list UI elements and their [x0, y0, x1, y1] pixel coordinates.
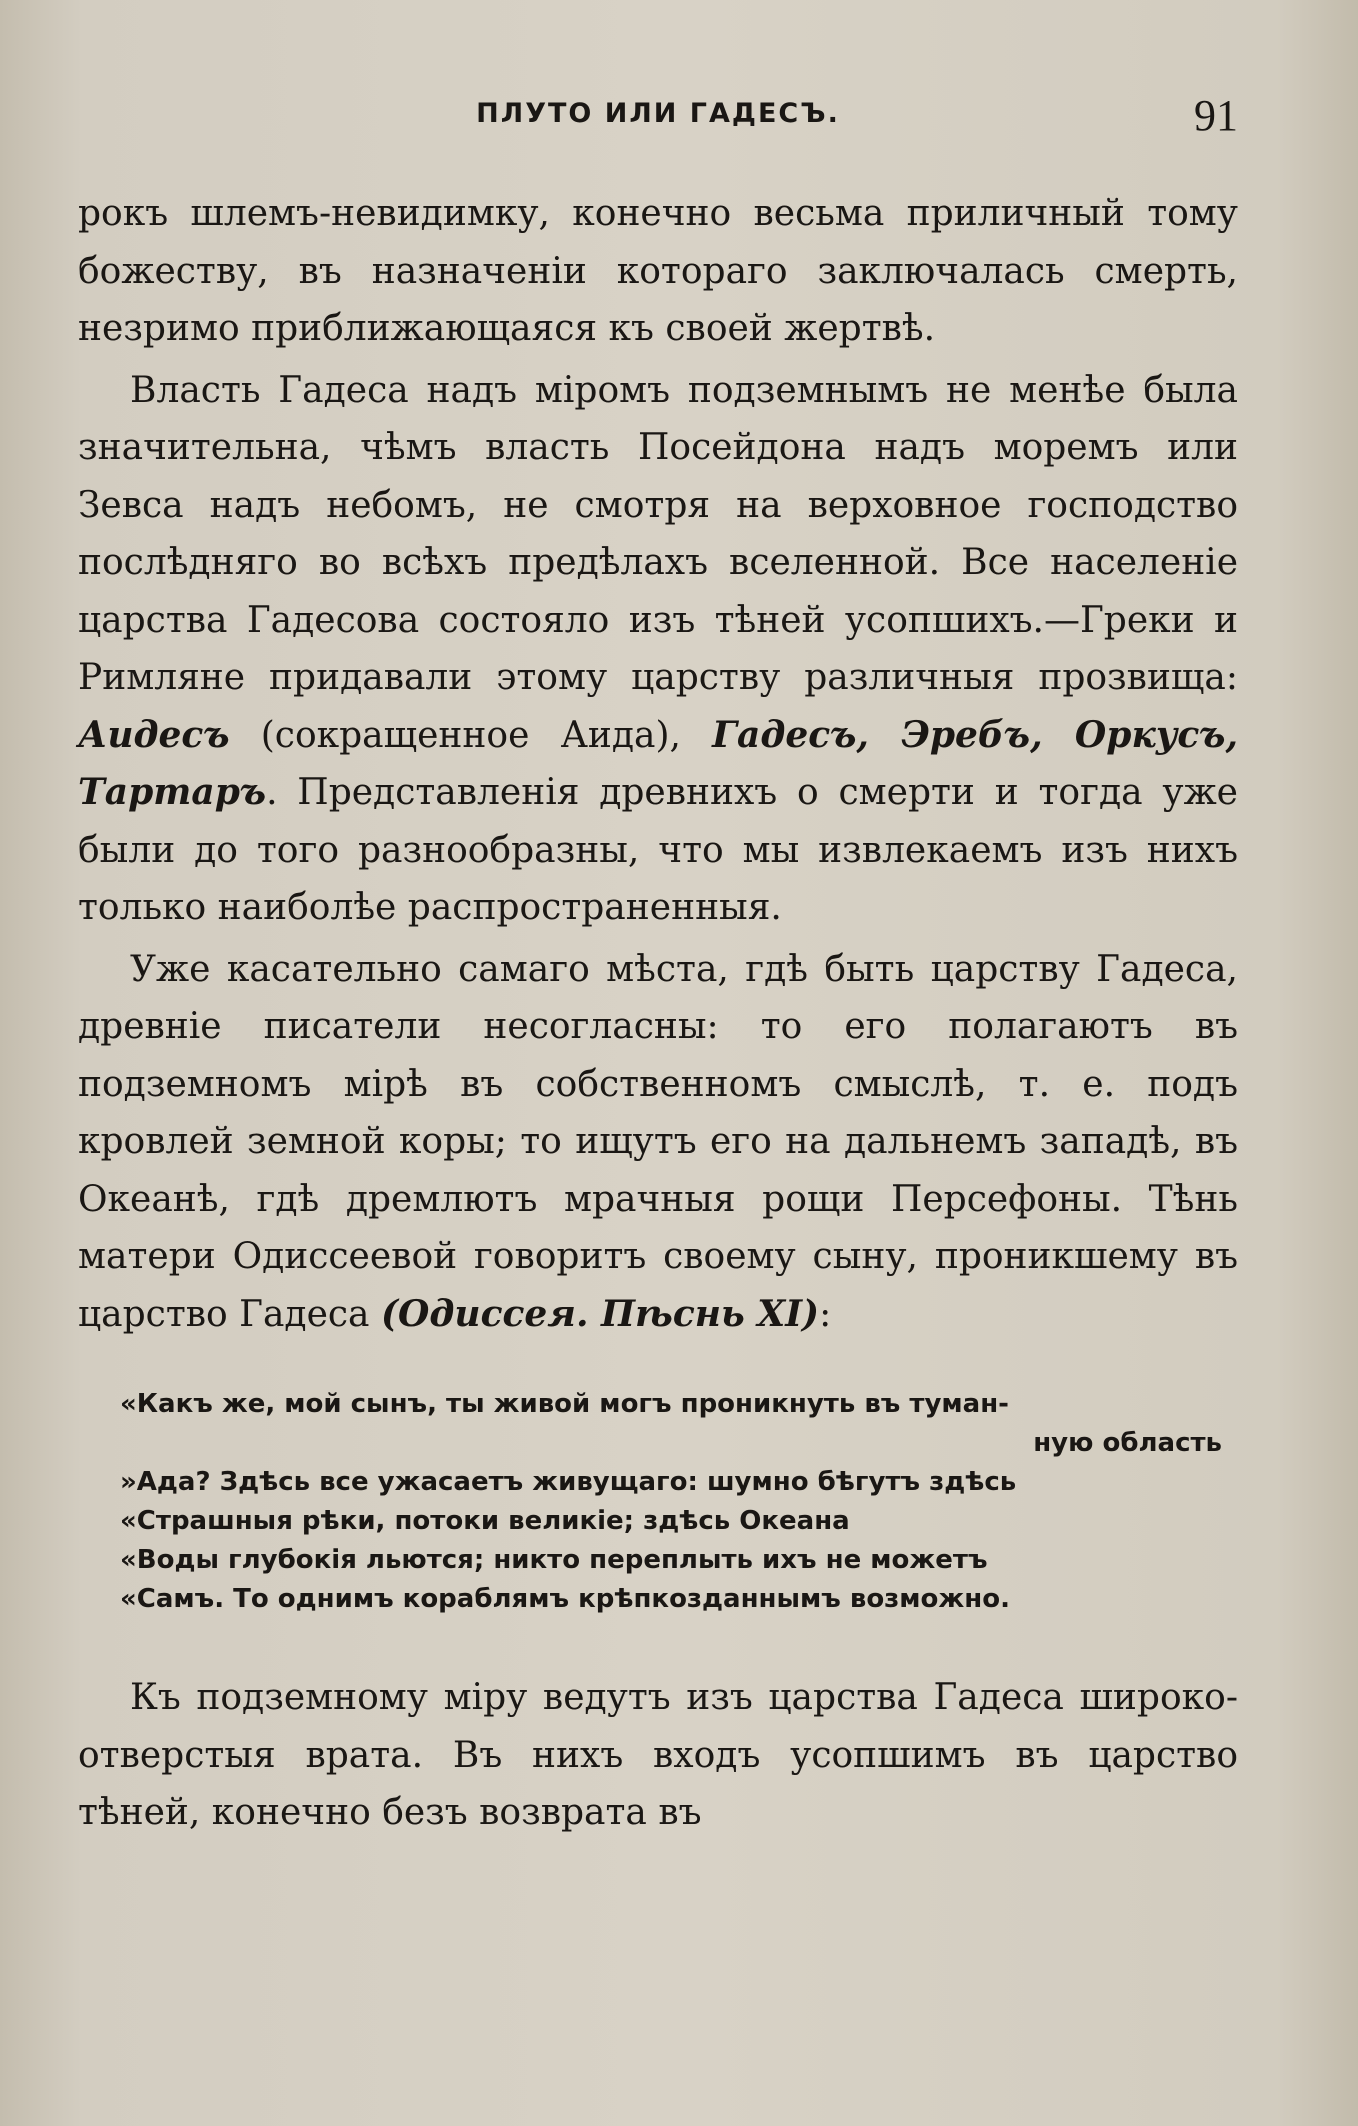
verse-quote [120, 1385, 1260, 1619]
paragraph-4: Къ подземному міру ведутъ изъ царства Гадеса широко-отверстыя врата. Въ нихъ входъ усопшимъ въ царство тѣней, конечно безъ возврата въ [78, 1677, 1238, 1833]
paragraph-3-text: Уже касательно самаго мѣста, гдѣ быть царству Гадеса, древніе писатели несогласны: то его полагаютъ въ подземномъ мірѣ въ собственномъ смыслѣ, т. е. подъ кровлей земной коры; то ищутъ его на дальнемъ западѣ, въ Океанѣ, гдѣ дремлютъ мрачныя рощи Персефоны. Тѣнь матери Одиссеевой говоритъ своему сыну, проникшему въ царство Гадеса [78, 948, 1238, 1335]
verse-line-1-continuation: ную область [1033, 1428, 1222, 1458]
paragraph-2-mid: (сокращенное Аида), [229, 714, 713, 756]
paragraph-3 [78, 941, 1238, 1344]
paragraph-2-text: Власть Гадеса надъ міромъ подземнымъ не менѣе была значительна, чѣмъ власть Посейдона надъ моремъ или Зевса надъ небомъ, не смотря на верховное господство послѣдняго во всѣхъ предѣлахъ вселенной. Все населеніе царства Гадесова состояло изъ тѣней усопшихъ.—Греки и Римляне придавали этому царству различныя прозвища: [78, 369, 1238, 698]
running-title: ПЛУТО ИЛИ ГАДЕСЪ. [476, 98, 840, 129]
paragraph-3-end: : [819, 1293, 832, 1335]
verse-line-1: «Какъ же, мой сынъ, ты живой могъ проникнуть въ туман- [120, 1389, 1009, 1419]
verse-line-3: «Страшныя рѣки, потоки великіе; здѣсь Океана [120, 1506, 850, 1536]
paragraph-2-end: . Представленія древнихъ о смерти и тогда уже были до того разнообразны, что мы извлекаемъ изъ нихъ только наиболѣе распространенныя. [78, 772, 1238, 928]
verse-line-2: »Ада? Здѣсь все ужасаетъ живущаго: шумно бѣгутъ здѣсь [120, 1467, 1017, 1497]
name-aides: Аидесъ [78, 713, 230, 756]
page-header [78, 90, 1238, 140]
paragraph-1: рокъ шлемъ-невидимку, конечно весьма приличный тому божеству, въ назначеніи котораго заключалась смерть, незримо приближающаяся къ своей жертвѣ. [78, 193, 1238, 349]
verse-line-5: «Самъ. То однимъ кораблямъ крѣпкозданнымъ возможно. [120, 1584, 1010, 1614]
underworld-names: Гадесъ, Эребъ, Оркусъ, Тартаръ [78, 713, 1238, 813]
page-number: 91 [1194, 91, 1238, 140]
citation-odyssey: (Одиссея. Пѣснь XI) [380, 1292, 820, 1335]
verse-line-4: «Воды глубокія льются; никто переплыть ихъ не можетъ [120, 1545, 988, 1575]
body-text [78, 185, 1238, 1842]
paragraph-2 [78, 362, 1238, 937]
